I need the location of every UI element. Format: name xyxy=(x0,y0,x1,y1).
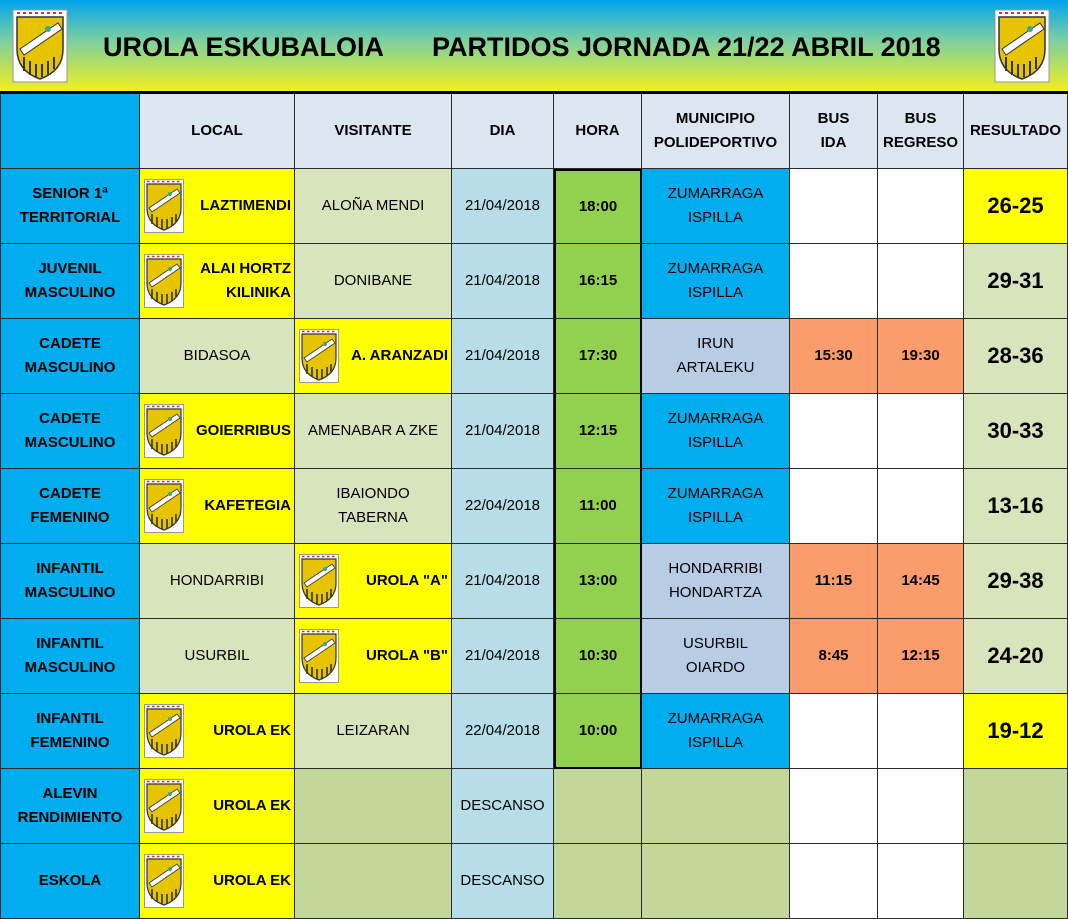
date-cell: 21/04/2018 xyxy=(452,169,554,244)
club-crest-icon xyxy=(299,629,339,683)
category-cell xyxy=(0,244,140,319)
venue-line: IRUN xyxy=(697,335,734,352)
category-cell xyxy=(0,544,140,619)
bus-regreso-cell: 19:30 xyxy=(878,319,964,394)
bus-ida-cell xyxy=(790,769,878,844)
result-cell xyxy=(964,769,1068,844)
local-team-cell xyxy=(140,694,295,769)
club-crest-icon xyxy=(994,9,1050,83)
time-cell: 10:00 xyxy=(554,694,642,769)
venue-line: ISPILLA xyxy=(687,434,744,451)
venue-cell xyxy=(642,319,790,394)
local-team-name xyxy=(213,719,291,743)
category-line: RENDIMIENTO xyxy=(17,809,123,826)
category-line: CADETE xyxy=(39,410,101,427)
time-cell: 16:15 xyxy=(554,244,642,319)
venue-line: ISPILLA xyxy=(687,509,744,526)
venue-line: USURBIL xyxy=(682,635,749,652)
col-header-bus-regreso-line1: BUS xyxy=(904,110,937,127)
local-team-name xyxy=(204,494,291,518)
visitante-team-line: A. ARANZADI xyxy=(351,347,448,364)
visitante-team-line: UROLA "B" xyxy=(366,647,448,664)
time-cell xyxy=(554,844,642,919)
venue-cell xyxy=(642,694,790,769)
local-team-cell xyxy=(140,394,295,469)
col-header-bus-regreso xyxy=(878,94,964,169)
visitante-team-name xyxy=(366,644,448,668)
category-line: MASCULINO xyxy=(24,434,116,451)
date-cell: DESCANSO xyxy=(452,844,554,919)
local-team-cell xyxy=(140,769,295,844)
venue-cell xyxy=(642,469,790,544)
local-team-name xyxy=(213,869,291,893)
col-header-visitante: VISITANTE xyxy=(295,94,452,169)
visitante-team-line: TABERNA xyxy=(338,509,408,526)
bus-regreso-cell xyxy=(878,844,964,919)
visitante-team-line: AMENABAR A ZKE xyxy=(307,422,439,439)
local-team-line: LAZTIMENDI xyxy=(200,197,291,214)
local-team-cell xyxy=(140,469,295,544)
col-header-municipio xyxy=(642,94,790,169)
result-cell: 29-31 xyxy=(964,244,1068,319)
result-cell: 29-38 xyxy=(964,544,1068,619)
category-cell xyxy=(0,694,140,769)
venue-cell xyxy=(642,844,790,919)
time-cell xyxy=(554,769,642,844)
visitante-team-line: DONIBANE xyxy=(333,272,413,289)
bus-regreso-cell: 12:15 xyxy=(878,619,964,694)
visitante-team-line: UROLA "A" xyxy=(366,572,448,589)
bus-ida-cell xyxy=(790,844,878,919)
category-line: MASCULINO xyxy=(24,659,116,676)
category-line: INFANTIL xyxy=(36,710,104,727)
local-team-cell xyxy=(140,619,295,694)
visitante-team-line: IBAIONDO xyxy=(336,485,410,502)
club-crest-icon xyxy=(144,254,184,308)
result-cell: 28-36 xyxy=(964,319,1068,394)
venue-line: OIARDO xyxy=(685,659,746,676)
venue-line: ZUMARRAGA xyxy=(667,710,764,727)
category-line: MASCULINO xyxy=(24,359,116,376)
category-cell xyxy=(0,619,140,694)
visitante-team-cell xyxy=(295,394,452,469)
local-team-line: HONDARRIBI xyxy=(169,572,265,589)
category-cell xyxy=(0,319,140,394)
bus-regreso-cell: 14:45 xyxy=(878,544,964,619)
category-cell xyxy=(0,469,140,544)
local-team-line: GOIERRIBUS xyxy=(195,422,291,439)
bus-regreso-cell xyxy=(878,244,964,319)
bus-ida-cell xyxy=(790,694,878,769)
category-cell xyxy=(0,844,140,919)
club-crest-icon xyxy=(144,479,184,533)
venue-cell xyxy=(642,394,790,469)
venue-line: HONDARRIBI xyxy=(668,560,763,577)
corner-cell xyxy=(0,94,140,169)
category-line: CADETE xyxy=(39,485,101,502)
category-line: MASCULINO xyxy=(24,284,116,301)
category-line: MASCULINO xyxy=(24,584,116,601)
col-header-local: LOCAL xyxy=(140,94,295,169)
category-line: FEMENINO xyxy=(30,509,110,526)
date-cell: DESCANSO xyxy=(452,769,554,844)
bus-ida-cell xyxy=(790,169,878,244)
col-header-dia: DIA xyxy=(452,94,554,169)
category-line: FEMENINO xyxy=(30,734,110,751)
date-cell: 22/04/2018 xyxy=(452,694,554,769)
category-cell xyxy=(0,394,140,469)
local-team-cell xyxy=(140,244,295,319)
time-cell: 17:30 xyxy=(554,319,642,394)
visitante-team-name xyxy=(308,419,438,443)
col-header-bus-ida xyxy=(790,94,878,169)
visitante-team-name xyxy=(336,482,409,530)
visitante-team-name xyxy=(336,719,409,743)
header-banner xyxy=(0,0,1068,94)
visitante-team-cell xyxy=(295,769,452,844)
venue-line: ZUMARRAGA xyxy=(667,260,764,277)
local-team-name xyxy=(200,257,291,305)
visitante-team-cell xyxy=(295,244,452,319)
bus-ida-cell xyxy=(790,244,878,319)
visitante-team-cell xyxy=(295,469,452,544)
time-cell: 12:15 xyxy=(554,394,642,469)
local-team-line: ALAI HORTZ xyxy=(200,260,291,277)
local-team-name xyxy=(196,419,291,443)
local-team-cell xyxy=(140,544,295,619)
date-cell: 21/04/2018 xyxy=(452,544,554,619)
local-team-name xyxy=(213,794,291,818)
time-cell: 11:00 xyxy=(554,469,642,544)
col-header-bus-ida-line2: IDA xyxy=(820,134,847,151)
local-team-cell xyxy=(140,319,295,394)
result-cell: 26-25 xyxy=(964,169,1068,244)
visitante-team-cell xyxy=(295,694,452,769)
time-cell: 13:00 xyxy=(554,544,642,619)
local-team-line: USURBIL xyxy=(184,647,250,664)
matches-table xyxy=(0,94,1068,919)
visitante-team-line: LEIZARAN xyxy=(336,722,410,739)
club-crest-icon xyxy=(144,404,184,458)
club-crest-icon xyxy=(144,179,184,233)
venue-cell xyxy=(642,619,790,694)
bus-ida-cell: 15:30 xyxy=(790,319,878,394)
local-team-line: KILINIKA xyxy=(226,284,291,301)
result-cell xyxy=(964,844,1068,919)
visitante-team-line: ALOÑA MENDI xyxy=(321,197,425,214)
venue-line: ISPILLA xyxy=(687,734,744,751)
col-header-bus-ida-line1: BUS xyxy=(817,110,850,127)
date-cell: 21/04/2018 xyxy=(452,244,554,319)
visitante-team-cell xyxy=(295,169,452,244)
col-header-hora: HORA xyxy=(554,94,642,169)
visitante-team-cell xyxy=(295,844,452,919)
category-line: SENIOR 1ª xyxy=(32,185,108,202)
bus-regreso-cell xyxy=(878,694,964,769)
result-cell: 19-12 xyxy=(964,694,1068,769)
category-line: JUVENIL xyxy=(38,260,102,277)
page-title: PARTIDOS JORNADA 21/22 ABRIL 2018 xyxy=(432,32,941,62)
bus-ida-cell xyxy=(790,469,878,544)
result-cell: 24-20 xyxy=(964,619,1068,694)
visitante-team-cell xyxy=(295,319,452,394)
club-crest-icon xyxy=(299,329,339,383)
venue-line: ZUMARRAGA xyxy=(667,185,764,202)
col-header-bus-regreso-line2: REGRESO xyxy=(882,134,958,151)
category-cell xyxy=(0,169,140,244)
venue-cell xyxy=(642,769,790,844)
col-header-municipio-line1: MUNICIPIO xyxy=(675,110,756,127)
visitante-team-name xyxy=(351,344,448,368)
club-crest-icon xyxy=(12,9,68,83)
category-line: ESKOLA xyxy=(38,872,102,889)
local-team-name xyxy=(170,569,264,593)
venue-cell xyxy=(642,544,790,619)
bus-regreso-cell xyxy=(878,394,964,469)
venue-line: ISPILLA xyxy=(687,209,744,226)
date-cell: 21/04/2018 xyxy=(452,619,554,694)
local-team-line: UROLA EK xyxy=(213,872,291,889)
col-header-municipio-line2: POLIDEPORTIVO xyxy=(653,134,778,151)
local-team-name xyxy=(184,644,249,668)
date-cell: 22/04/2018 xyxy=(452,469,554,544)
visitante-team-cell xyxy=(295,619,452,694)
local-team-line: BIDASOA xyxy=(183,347,251,364)
club-crest-icon xyxy=(144,854,184,908)
time-cell: 10:30 xyxy=(554,619,642,694)
local-team-line: KAFETEGIA xyxy=(204,497,291,514)
result-cell: 13-16 xyxy=(964,469,1068,544)
club-crest-icon xyxy=(299,554,339,608)
category-line: INFANTIL xyxy=(36,635,104,652)
venue-cell xyxy=(642,169,790,244)
date-cell: 21/04/2018 xyxy=(452,394,554,469)
category-line: TERRITORIAL xyxy=(19,209,121,226)
venue-cell xyxy=(642,244,790,319)
club-crest-icon xyxy=(144,779,184,833)
local-team-name xyxy=(200,194,291,218)
venue-line: HONDARTZA xyxy=(668,584,763,601)
result-cell: 30-33 xyxy=(964,394,1068,469)
venue-line: ISPILLA xyxy=(687,284,744,301)
date-cell: 21/04/2018 xyxy=(452,319,554,394)
bus-ida-cell: 8:45 xyxy=(790,619,878,694)
col-header-resultado: RESULTADO xyxy=(964,94,1068,169)
local-team-line: UROLA EK xyxy=(213,797,291,814)
bus-ida-cell xyxy=(790,394,878,469)
venue-line: ZUMARRAGA xyxy=(667,410,764,427)
local-team-name xyxy=(184,344,251,368)
category-line: CADETE xyxy=(39,335,101,352)
bus-regreso-cell xyxy=(878,169,964,244)
venue-line: ZUMARRAGA xyxy=(667,485,764,502)
category-line: ALEVIN xyxy=(42,785,98,802)
local-team-cell xyxy=(140,844,295,919)
local-team-line: UROLA EK xyxy=(213,722,291,739)
bus-regreso-cell xyxy=(878,469,964,544)
visitante-team-cell xyxy=(295,544,452,619)
visitante-team-name xyxy=(334,269,412,293)
time-cell: 18:00 xyxy=(554,169,642,244)
club-title: UROLA ESKUBALOIA xyxy=(103,32,384,62)
category-line: INFANTIL xyxy=(36,560,104,577)
local-team-cell xyxy=(140,169,295,244)
visitante-team-name xyxy=(322,194,425,218)
visitante-team-name xyxy=(366,569,448,593)
bus-regreso-cell xyxy=(878,769,964,844)
venue-line: ARTALEKU xyxy=(676,359,755,376)
club-crest-icon xyxy=(144,704,184,758)
bus-ida-cell: 11:15 xyxy=(790,544,878,619)
category-cell xyxy=(0,769,140,844)
